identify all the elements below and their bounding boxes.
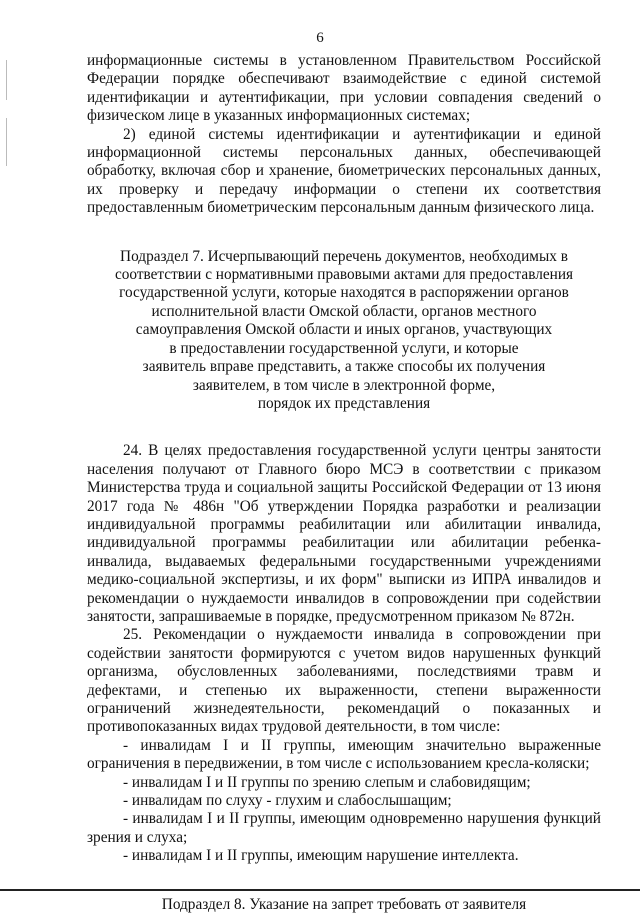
list-item: - инвалидам I и II группы, имеющим одновременно нарушения функций зрения и слуха;	[87, 810, 601, 846]
heading-line: заявителем, в том числе в электронной форме,	[192, 376, 496, 394]
paragraph-continuation: информационные системы в установленном Правительством Российской Федерации порядке обеспечивают взаимодействие с единой системой идентификации и аутентификации, при условии совпадения сведений о физическом лице в указанных информационных системах;	[87, 52, 601, 125]
list-item: - инвалидам I и II группы, имеющим значительно выраженные ограничения в передвижении, в том числе с использованием кресла-коляски;	[87, 736, 601, 773]
list-item: - инвалидам I и II группы, имеющим нарушение интеллекта.	[123, 847, 519, 865]
heading-line: порядок их представления	[257, 394, 431, 412]
page-bottom-border	[0, 889, 640, 891]
subsection-7-heading	[87, 248, 601, 414]
page-number: 6	[316, 30, 324, 46]
heading-line: исполнительной власти Омской области, органов местного	[151, 302, 537, 320]
paragraph-25: 25. Рекомендации о нуждаемости инвалида в сопровождении при содействии занятости формируются с учетом видов нарушенных функций организма, обусловленных заболеваниями, последствиями травм и дефектами, и степенью их выраженности, степени выраженности ограничений жизнедеятельности, рекомендаций о показанных и противопоказанных видах трудовой деятельности, в том числе:	[87, 626, 601, 736]
paragraph-item-2: 2) единой системы идентификации и аутентификации и единой информационной системы персональных данных, обеспечивающей обработку, включая сбор и хранение, биометрических персональных данных, их проверку и передачу информации о степени их соответствия предоставленным биометрическим персональным данным физического лица.	[87, 125, 601, 217]
heading-line: соответствии с нормативными правовыми актами для предоставления	[114, 266, 574, 284]
scan-margin-mark	[6, 60, 7, 100]
document-body	[87, 52, 601, 914]
paragraph-24: 24. В целях предоставления государственной услуги центры занятости населения получают от Главного бюро МСЭ в соответствии с приказом Министерства труда и социальной защиты Российской Федерации от 13 июня 2017 года № 486н "Об утверждении Порядка разработки и реализации индивидуальной программы реабилитации или абилитации инвалида, индивидуальной программы реабилитации или абилитации ребенка-инвалида, выдаваемых федеральными государственными учреждениями медико-социальной экспертизы, и их форм" выписки из ИПРА инвалидов и рекомендации о нуждаемости инвалидов в сопровождении при содействии занятости, запрашиваемые в порядке, предусмотренном приказом № 872н.	[87, 442, 601, 625]
scan-margin-mark	[6, 118, 7, 166]
subsection-8-heading: Подраздел 8. Указание на запрет требовать от заявителя	[161, 895, 527, 913]
heading-line: государственной услуги, которые находятся в распоряжении органов	[119, 284, 569, 302]
heading-line: самоуправления Омской области и иных органов, участвующих	[135, 321, 553, 339]
heading-line: Подраздел 7. Исчерпывающий перечень документов, необходимых в	[120, 247, 568, 265]
heading-line: в предоставлении государственной услуги, и которые	[169, 339, 519, 357]
list-item: - инвалидам I и II группы по зрению слепым и слабовидящим;	[123, 773, 531, 791]
list-item: - инвалидам по слуху - глухим и слабослышащим;	[123, 792, 452, 810]
heading-line: заявитель вправе представить, а также способы их получения	[142, 358, 546, 376]
